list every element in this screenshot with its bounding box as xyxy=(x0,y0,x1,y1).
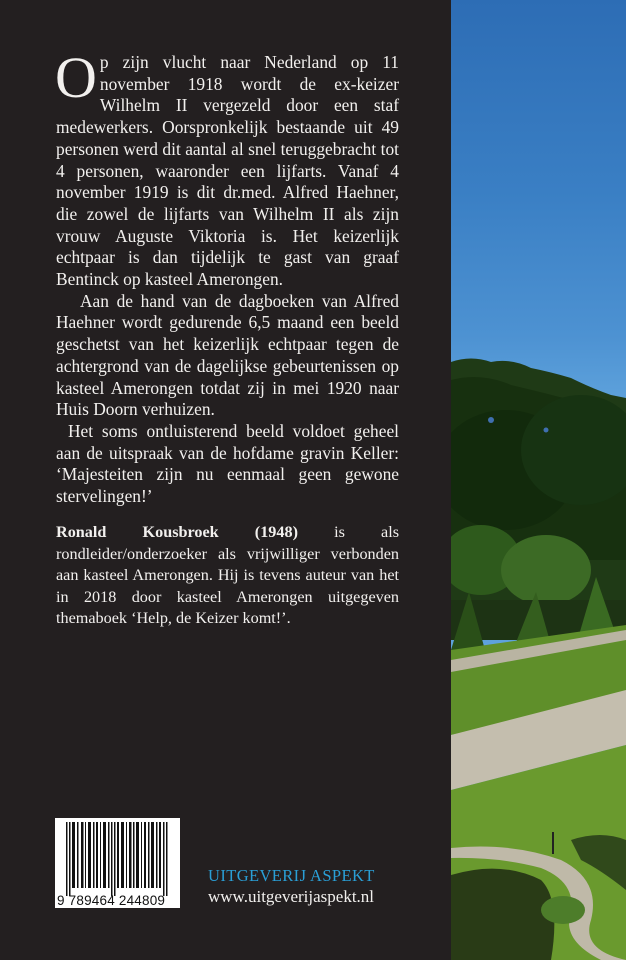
isbn-number: 9 789464 244809 xyxy=(57,893,166,908)
blurb-paragraph-1 xyxy=(55,45,399,291)
blurb-paragraph-2: Aan de hand van de dagboeken van Alfred Haehner wordt gedurende 6,5 maand een beeld geschetst van het keizerlijk echtpaar tegen de achtergrond van de dagelijkse gebeurtenissen op kasteel Amerongen totdat zij in mei 1920 naar Huis Doorn verhuizen. xyxy=(56,290,399,420)
publisher-name: UITGEVERIJ ASPEKT xyxy=(208,866,375,885)
author-bio xyxy=(56,522,399,630)
garden-photo xyxy=(451,0,626,960)
drop-cap: O xyxy=(55,45,97,110)
author-name: Ronald Kousbroek (1948) xyxy=(56,523,298,541)
blurb-paragraph-3: Het soms ontluisterend beeld voldoet geheel aan de uitspraak van de hofdame gravin Keller: ‘Majesteiten zijn nu eenmaal geen gewone stervelingen!’ xyxy=(56,420,399,507)
publisher-website[interactable]: www.uitgeverijaspekt.nl xyxy=(208,887,375,906)
blurb-paragraph-1-text: p zijn vlucht naar Nederland op 11 november 1918 wordt de ex-keizer Wilhelm II vergezeld door een staf medewerkers. Oorspronkelijk bestaande uit 49 personen werd dit aantal al snel teruggebracht tot 4 personen, waaronder een lijfarts. Vanaf 4 november 1919 is dit dr.med. Alfred Haehner, die zowel de lijfarts van Wilhelm II als zijn vrouw Auguste Viktoria is. Het keizerlijk echtpaar is dan tijdelijk te gast van graaf Bentinck op kasteel Amerongen. xyxy=(56,52,399,290)
barcode-bars-icon xyxy=(55,818,180,896)
isbn-barcode xyxy=(55,818,180,908)
author-bio-text: is als rondleider/onderzoeker als vrijwilliger verbonden aan kasteel Amerongen. Hij is tevens auteur van het in 2018 door kasteel Amerongen uitgegeven themaboek ‘Help, de Keizer komt!’. xyxy=(56,523,400,628)
castle-garden-photo-icon xyxy=(451,0,626,960)
blurb xyxy=(55,45,399,508)
